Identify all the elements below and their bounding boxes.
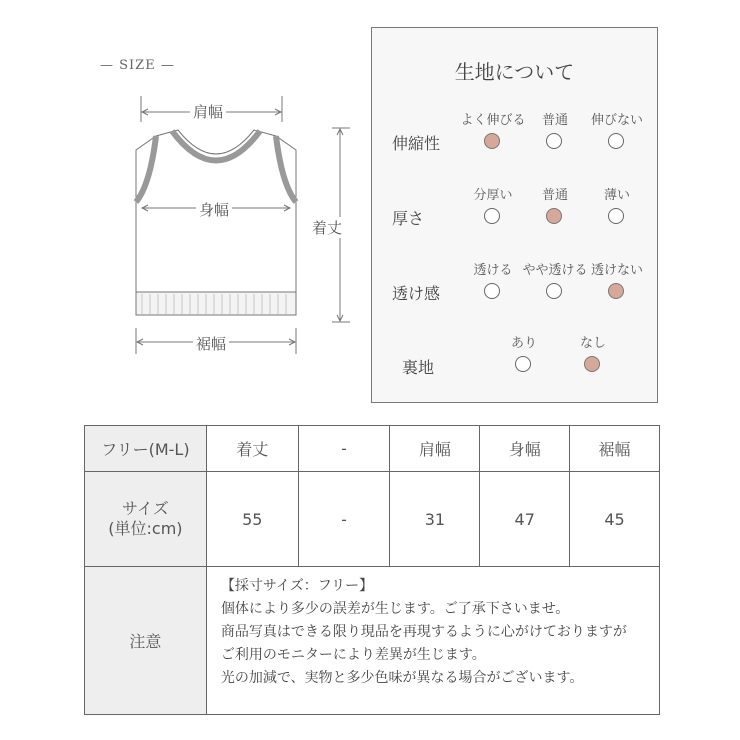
table-cell: 47 xyxy=(480,472,570,567)
table-cell: 31 xyxy=(390,472,480,567)
fabric-option-circle xyxy=(515,356,531,372)
fabric-option-label: よく伸びる xyxy=(460,113,526,128)
size-table xyxy=(84,425,660,715)
fabric-option-label: 普通 xyxy=(541,113,568,128)
size-row-label xyxy=(85,472,207,567)
table-header-cell: 肩幅 xyxy=(390,426,480,472)
table-header-cell: フリー(M-L) xyxy=(85,426,207,472)
fabric-option-label: あり xyxy=(510,336,537,351)
fabric-option-label: 透けない xyxy=(590,263,643,278)
fabric-option-circle xyxy=(546,133,562,149)
fabric-row-label-sheerness: 透け感 xyxy=(392,284,441,303)
table-header-cell: 裾幅 xyxy=(570,426,660,472)
fabric-option-label: 薄い xyxy=(603,188,630,203)
table-header-cell: 着丈 xyxy=(206,426,298,472)
note-line: 【採寸サイズ：フリー】 xyxy=(220,578,374,594)
hem-width-label: 裾幅 xyxy=(193,333,229,354)
shoulder-width-label: 肩幅 xyxy=(190,101,226,122)
note-label: 注意 xyxy=(85,567,207,715)
fabric-panel-title: 生地について xyxy=(454,60,575,84)
table-note-row xyxy=(85,567,660,715)
fabric-option-circle-selected xyxy=(546,208,562,224)
fabric-option-circle xyxy=(484,208,500,224)
fabric-option-label: なし xyxy=(579,336,606,351)
body-width-label: 身幅 xyxy=(196,199,232,220)
table-cell: 45 xyxy=(570,472,660,567)
note-line: 光の加減で、実物と多少色味が異なる場合がございます。 xyxy=(220,670,584,686)
fabric-row-label-thickness: 厚さ xyxy=(392,209,425,228)
size-row-label-line1: サイズ xyxy=(122,499,169,518)
table-header-cell: 身幅 xyxy=(480,426,570,472)
size-row-label-line2: (単位:cm) xyxy=(108,519,183,538)
table-row xyxy=(85,472,660,567)
note-text xyxy=(206,567,659,715)
fabric-option-label: 透ける xyxy=(473,263,513,278)
fabric-option-label: 分厚い xyxy=(473,188,513,203)
fabric-option-label: やや透ける xyxy=(522,263,588,278)
table-cell: - xyxy=(298,472,390,567)
note-line: 個体により多少の誤差が生じます。ご了承下さいませ。 xyxy=(220,601,570,617)
fabric-option-circle xyxy=(608,208,624,224)
length-label: 着丈 xyxy=(309,217,345,238)
fabric-option-circle xyxy=(608,133,624,149)
note-line: ご利用のモニターにより差異が生じます。 xyxy=(220,647,486,663)
note-line: 商品写真はできる限り現品を再現するように心がけておりますが xyxy=(220,624,627,640)
fabric-row-label-lining: 裏地 xyxy=(402,358,435,377)
fabric-option-circle xyxy=(546,283,562,299)
table-header-cell: - xyxy=(298,426,390,472)
fabric-option-circle-selected xyxy=(484,133,500,149)
fabric-row-label-stretch: 伸縮性 xyxy=(392,134,441,153)
fabric-option-circle-selected xyxy=(584,356,600,372)
table-header-row xyxy=(85,426,660,472)
fabric-option-circle xyxy=(484,283,500,299)
fabric-info-panel xyxy=(371,27,658,403)
table-cell: 55 xyxy=(206,472,298,567)
fabric-option-label: 伸びない xyxy=(590,113,643,128)
size-heading: — SIZE — xyxy=(100,58,175,73)
fabric-option-label: 普通 xyxy=(541,188,568,203)
fabric-option-circle-selected xyxy=(608,283,624,299)
